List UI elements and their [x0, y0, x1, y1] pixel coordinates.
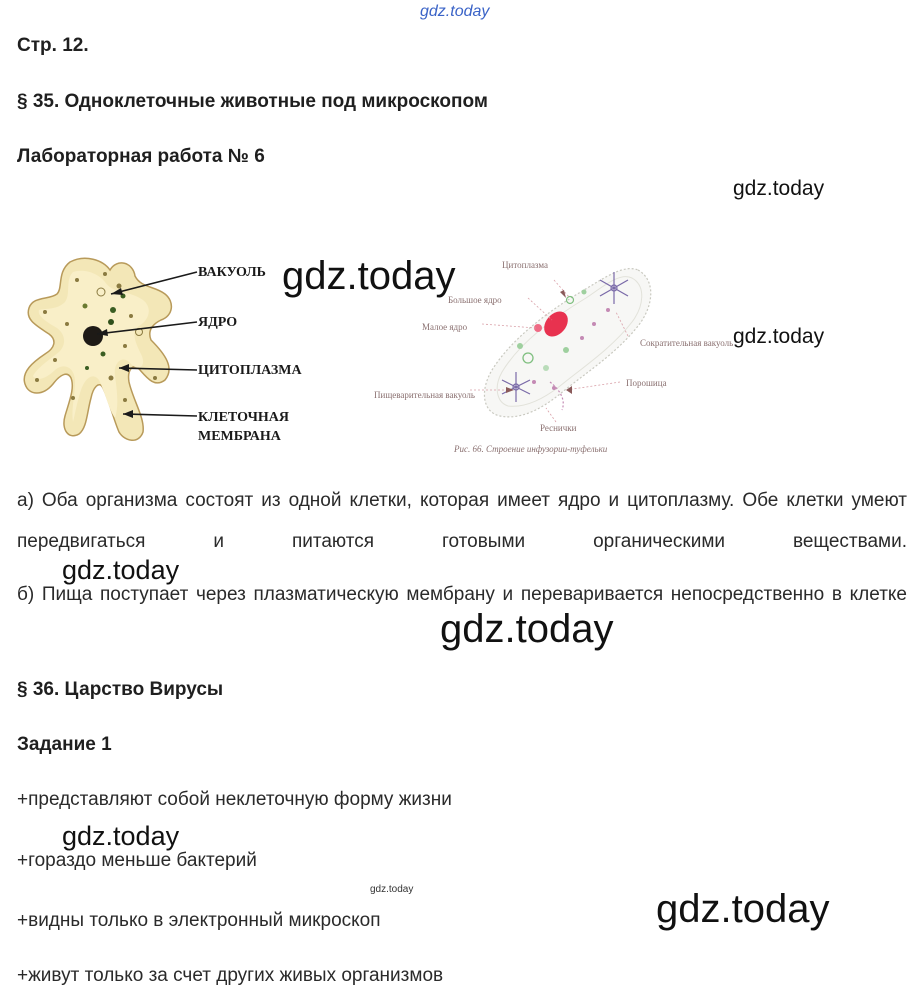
task-1-title: Задание 1	[17, 734, 112, 755]
amoeba-label-membrane-1: КЛЕТОЧНАЯ	[198, 410, 289, 425]
watermark-mid-a: gdz.today	[62, 555, 180, 585]
answer-a: а) Оба организма состоят из одной клетки, которая имеет ядро и цитоплазму. Обе клетки умеют передвигаться и питаются готовыми органическими веществами.	[17, 490, 907, 552]
watermark-large-image: gdz.today	[282, 254, 456, 298]
paramecium-label-cilia: Реснички	[540, 423, 577, 433]
lab-work-title: Лабораторная работа № 6	[17, 146, 265, 167]
amoeba-label-cytoplasm: ЦИТОПЛАЗМА	[198, 363, 302, 378]
section-35-title: § 35. Одноклеточные животные под микроскопом	[17, 91, 488, 112]
paramecium-label-mouth: Порошица	[626, 378, 667, 388]
list-item: +представляют собой неклеточную форму жизни	[17, 789, 452, 810]
list-item: +живут только за счет других живых организмов	[17, 965, 444, 986]
page-ref: Стр. 12.	[17, 35, 89, 56]
answer-b: б) Пища поступает через плазматическую мембрану и переваривается непосредственно в клетке	[17, 584, 907, 605]
watermark-mid-c: gdz.today	[62, 821, 180, 851]
watermark-large-bottom: gdz.today	[656, 887, 830, 931]
amoeba-figure	[15, 250, 315, 455]
section-36-title: § 36. Царство Вирусы	[17, 679, 224, 700]
watermark-top: gdz.today	[420, 3, 490, 20]
list-item: +гораздо меньше бактерий	[17, 850, 257, 871]
paramecium-label-contractile-vacuole: Сократительная вакуоль	[640, 338, 734, 348]
paramecium-label-big-nucleus: Большое ядро	[448, 295, 502, 305]
amoeba-label-membrane-2: МЕМБРАНА	[198, 429, 281, 444]
watermark-mid-b: gdz.today	[440, 607, 614, 651]
paramecium-label-digestive-vacuole: Пищеварительная вакуоль	[374, 390, 476, 400]
list-item: +видны только в электронный микроскоп	[17, 910, 381, 931]
paramecium-label-cytoplasm: Цитоплазма	[502, 260, 548, 270]
paramecium-label-small-nucleus: Малое ядро	[422, 322, 468, 332]
amoeba-label-nucleus: ЯДРО	[198, 315, 238, 330]
paramecium-caption: Рис. 66. Строение инфузории-туфельки	[454, 444, 608, 454]
watermark-small-right-2: gdz.today	[733, 325, 825, 348]
watermark-small-right-1: gdz.today	[733, 177, 825, 200]
watermark-tiny: gdz.today	[370, 884, 414, 895]
amoeba-label-vacuole: ВАКУОЛЬ	[198, 265, 266, 280]
